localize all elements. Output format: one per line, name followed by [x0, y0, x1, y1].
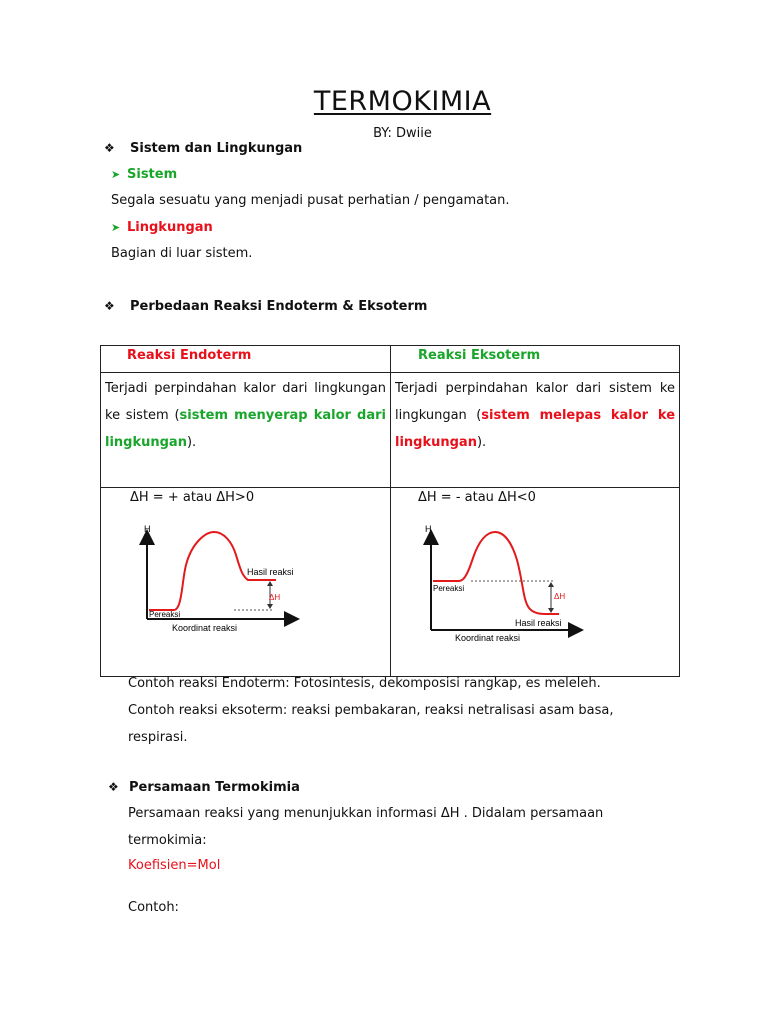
diamond-bullet-icon: ❖	[104, 141, 115, 155]
header-eksoterm: Reaksi Eksoterm	[391, 346, 680, 373]
arrow-head-up-icon	[548, 582, 554, 587]
arrow-head-down-icon	[267, 604, 273, 609]
page-title: TERMOKIMIA	[313, 86, 492, 117]
eksoterm-delta-h: ΔH = - atau ΔH<0	[418, 490, 536, 505]
endoterm-highlight: sistem menyerap kalor dari lingkungan	[105, 408, 386, 450]
x-axis-label: Koordinat reaksi	[172, 623, 238, 633]
product-label: Hasil reaksi	[515, 618, 562, 628]
header-endoterm: Reaksi Endoterm	[101, 346, 391, 373]
arrow-head-down-icon	[548, 608, 554, 613]
lingkungan-definition: Bagian di luar sistem.	[111, 246, 253, 261]
product-label: Hasil reaksi	[247, 567, 294, 577]
delta-h-label: ΔH	[269, 593, 281, 602]
eksoterm-description: Terjadi perpindahan kalor dari sistem ke lingkungan (sistem melepas kalor ke lingkungan).	[391, 373, 680, 488]
section-heading-perbedaan: ❖ Perbedaan Reaksi Endoterm & Eksoterm	[104, 299, 428, 314]
endoterm-delta-h: ΔH = + atau ΔH>0	[130, 490, 255, 505]
endoterm-examples: Contoh reaksi Endoterm: Fotosintesis, dekomposisi rangkap, es meleleh.	[128, 676, 601, 691]
energy-curve	[433, 532, 559, 614]
reactant-label: Pereaksi	[149, 610, 181, 619]
arrow-head-up-icon	[267, 581, 273, 586]
eksoterm-energy-diagram	[411, 520, 591, 650]
diamond-bullet-icon: ❖	[104, 299, 115, 313]
endoterm-energy-diagram	[124, 520, 304, 650]
persamaan-description: Persamaan reaksi yang menunjukkan informasi ΔH . Didalam persamaan termokimia:	[128, 806, 604, 848]
reactant-label: Pereaksi	[433, 584, 465, 593]
arrow-bullet-icon: ➤	[111, 168, 121, 181]
author-byline: BY: Dwiie	[373, 126, 432, 141]
x-axis-label: Koordinat reaksi	[455, 633, 521, 643]
koefisien-note: Koefisien=Mol	[128, 858, 221, 873]
diamond-bullet-icon: ❖	[108, 780, 119, 794]
h-axis-label: H	[425, 524, 432, 534]
arrow-bullet-icon: ➤	[111, 221, 121, 234]
sistem-definition: Segala sesuatu yang menjadi pusat perhatian / pengamatan.	[111, 193, 510, 208]
endoterm-diagram-cell	[101, 488, 391, 677]
eksoterm-examples: Contoh reaksi eksoterm: reaksi pembakaran, reaksi netralisasi asam basa, respirasi.	[128, 703, 614, 745]
delta-h-label: ΔH	[554, 592, 566, 601]
subheading-sistem: ➤ Sistem	[111, 167, 178, 182]
eksoterm-diagram-cell	[391, 488, 680, 677]
section-heading-persamaan: ❖ Persamaan Termokimia	[108, 780, 300, 795]
endoterm-description: Terjadi perpindahan kalor dari lingkungan ke sistem (sistem menyerap kalor dari lingkungan).	[101, 373, 391, 488]
eksoterm-highlight: sistem melepas kalor ke lingkungan	[395, 408, 676, 450]
h-axis-label: H	[144, 524, 151, 534]
section-heading-sistem-lingkungan: ❖ Sistem dan Lingkungan	[104, 141, 303, 156]
comparison-table	[100, 345, 680, 677]
subheading-lingkungan: ➤ Lingkungan	[111, 220, 213, 235]
contoh-label: Contoh:	[128, 900, 179, 915]
